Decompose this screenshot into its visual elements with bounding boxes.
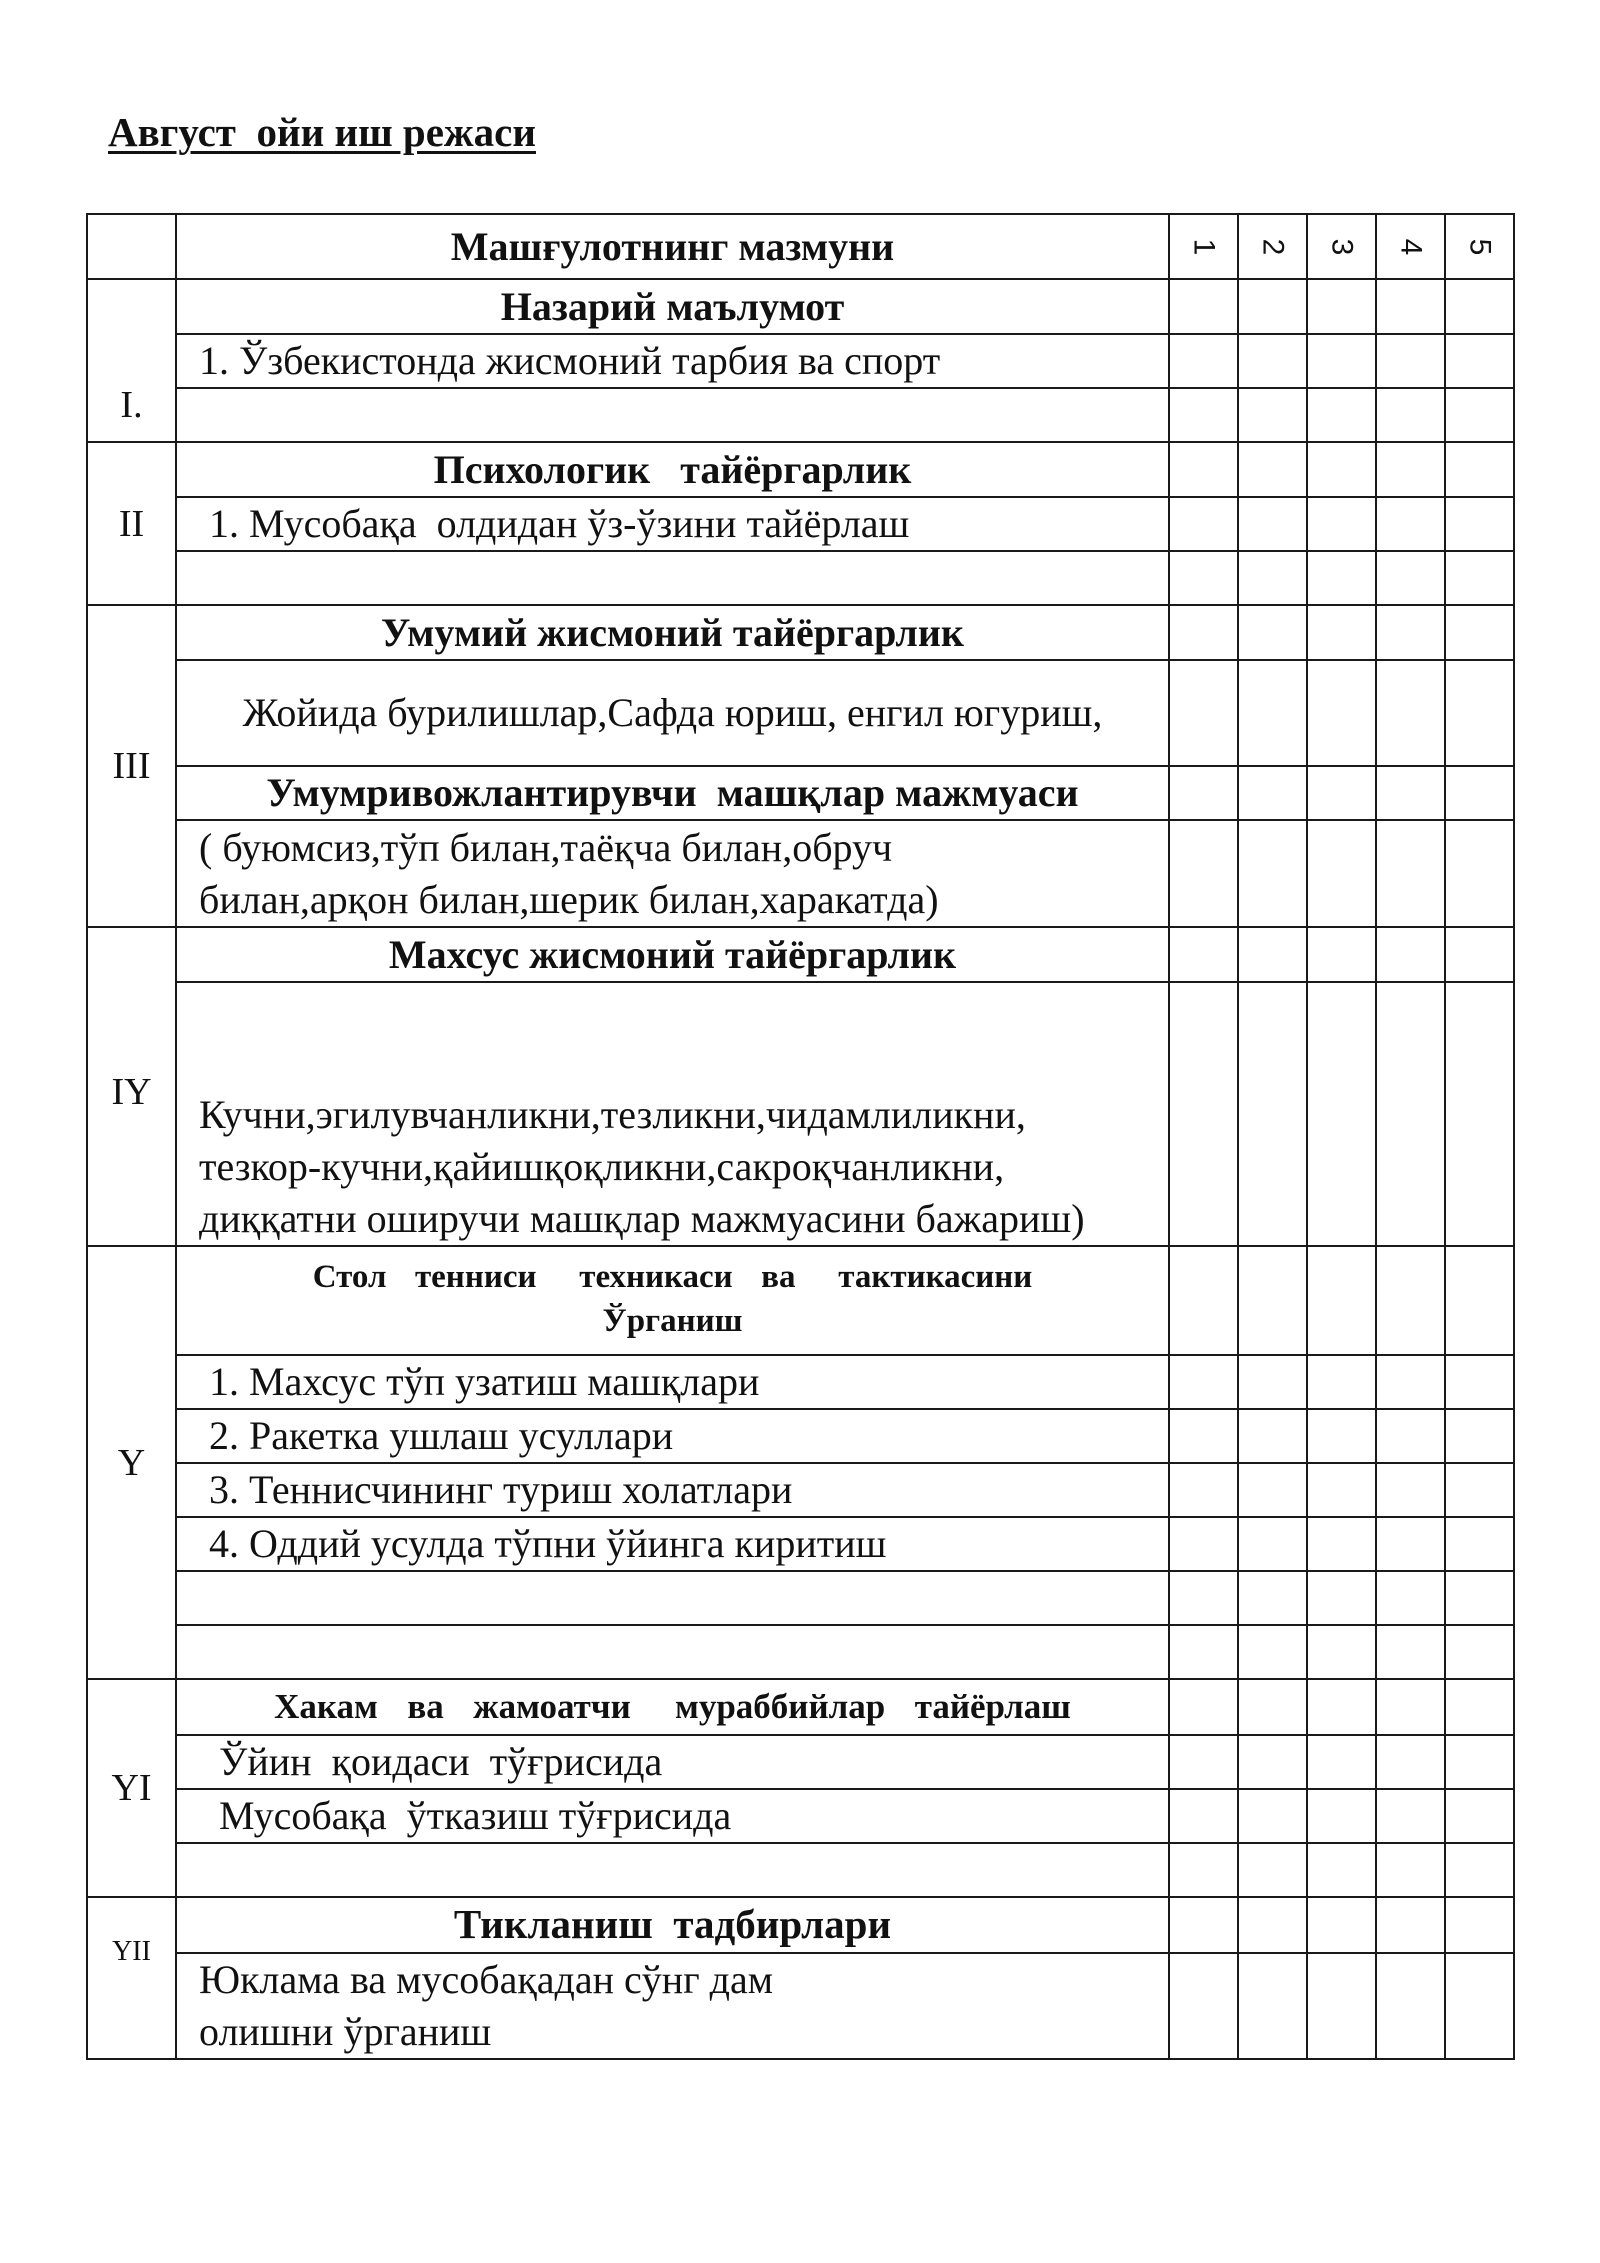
column-header-4: 4 [1376,214,1445,279]
column-header-1: 1 [1169,214,1238,279]
table-row [87,1409,1514,1463]
blank-cell [176,1571,1169,1625]
table-row [87,660,1514,766]
section-number: Y [87,1246,176,1679]
table-row [87,605,1514,660]
table-row [87,442,1514,497]
section-number: I. [87,279,176,442]
section-heading: Хакам ва жамоатчи мураббийлар тайёрлаш [176,1679,1169,1735]
table-row [87,1625,1514,1679]
plan-item: 1. Махсус тўп узатиш машқлари [176,1355,1169,1409]
table-row [87,1789,1514,1843]
page-title: Август ойи иш режаси [108,109,536,155]
table-row [87,1355,1514,1409]
section-number: IY [87,927,176,1246]
table-row [87,1246,1514,1355]
blank-cell [176,1625,1169,1679]
section-number: III [87,605,176,927]
plan-item: 3. Теннисчининг туриш холатлари [176,1463,1169,1517]
section-heading: Тикланиш тадбирлари [176,1897,1169,1953]
table-row [87,279,1514,334]
section-heading: Психологик тайёргарлик [176,442,1169,497]
table-row [87,1735,1514,1789]
table-row [87,820,1514,927]
plan-item: Юклама ва мусобақадан сўнг дам олишни ўрганиш [176,1953,1169,2059]
table-row [87,1953,1514,2059]
column-header-5: 5 [1445,214,1514,279]
plan-item: Кучни,эгилувчанликни,тезликни,чидамлиликни, тезкор-кучни,қайишқоқликни,сакроқчанликни, диққатни оширучи машқлар мажмуасини бажариш) [176,982,1169,1246]
plan-item: ( буюмсиз,тўп билан,таёқча билан,обруч билан,арқон билан,шерик билан,харакатда) [176,820,1169,927]
section-heading: Стол тенниси техникаси ва тактикасини Ўрганиш [176,1246,1169,1355]
section-heading: Умумий жисмоний тайёргарлик [176,605,1169,660]
blank-cell [176,388,1169,442]
table-row [87,927,1514,982]
plan-item: 4. Оддий усулда тўпни ўйинга киритиш [176,1517,1169,1571]
table-row [87,551,1514,605]
section-heading: Махсус жисмоний тайёргарлик [176,927,1169,982]
plan-item: Жойида бурилишлар,Сафда юриш, енгил югуриш, [176,660,1169,766]
header-blank-cell [87,214,176,279]
plan-item: 2. Ракетка ушлаш усуллари [176,1409,1169,1463]
training-plan-table [86,213,1515,2060]
table-row [87,497,1514,551]
plan-item: 1. Мусобақа олдидан ўз-ўзини тайёрлаш [176,497,1169,551]
section-subheading: Умумривожлантирувчи машқлар мажмуаси [176,766,1169,820]
table-row [87,1463,1514,1517]
blank-cell [176,1843,1169,1897]
table-row [87,1843,1514,1897]
table-row [87,766,1514,820]
column-header-3: 3 [1307,214,1376,279]
section-heading: Назарий маълумот [176,279,1169,334]
table-row [87,982,1514,1246]
plan-item: Ўйин қоидаси тўғрисида [176,1735,1169,1789]
table-row [87,1517,1514,1571]
plan-item: 1. Ўзбекистонда жисмоний тарбия ва спорт [176,334,1169,388]
table-row [87,1571,1514,1625]
section-number: YI [87,1679,176,1897]
section-number: II [87,442,176,605]
table-row [87,1897,1514,1953]
content-header: Машғулотнинг мазмуни [176,214,1169,279]
blank-cell [176,551,1169,605]
table-row [87,388,1514,442]
column-header-2: 2 [1238,214,1307,279]
header-row [87,214,1514,279]
table-row [87,334,1514,388]
section-number: YII [87,1897,176,2059]
plan-item: Мусобақа ўтказиш тўғрисида [176,1789,1169,1843]
table-row [87,1679,1514,1735]
